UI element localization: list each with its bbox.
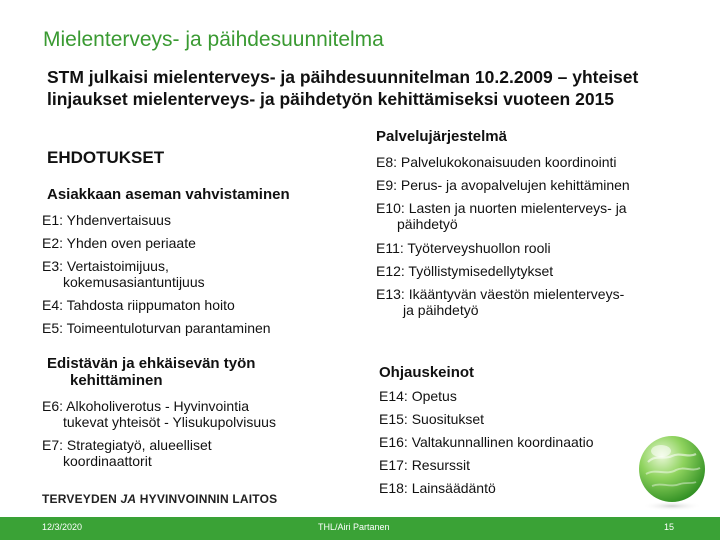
list-item	[379, 388, 457, 404]
list-item	[379, 480, 496, 496]
heading-line: Edistävän ja ehkäisevän työn	[47, 355, 256, 372]
list-item	[42, 235, 196, 251]
item-text: E16: Valtakunnallinen koordinaatio	[379, 434, 594, 450]
item-text: E15: Suositukset	[379, 411, 485, 427]
item-text: E18: Lainsäädäntö	[379, 480, 496, 496]
slide-intro: STM julkaisi mielenterveys- ja päihdesuunnitelman 10.2.2009 – yhteiset linjaukset mielenterveys- ja päihdetyön kehittämiseksi vuoteen 2015	[47, 67, 639, 109]
list-item	[379, 434, 594, 450]
item-text: E8: Palvelukokonaisuuden koordinointi	[376, 154, 617, 170]
logo-text: HYVINVOINNIN LAITOS	[136, 492, 278, 506]
item-text: E13: Ikääntyvän väestön mielenterveys-	[376, 286, 625, 302]
list-item	[42, 437, 212, 469]
logo-text: TERVEYDEN	[42, 492, 121, 506]
list-item	[376, 177, 630, 193]
list-item	[376, 240, 551, 256]
heading-line: kehittäminen	[70, 372, 163, 389]
list-item	[376, 263, 553, 279]
proposals-heading: EHDOTUKSET	[47, 148, 165, 167]
section-heading-prevention	[47, 355, 255, 389]
item-text: E11: Työterveyshuollon rooli	[376, 240, 551, 256]
item-text-continued: tukevat yhteisöt - Ylisukupolvisuus	[63, 414, 276, 430]
item-text: E6: Alkoholiverotus - Hyvinvointia	[42, 398, 249, 414]
item-text-continued: päihdetyö	[397, 216, 458, 232]
slide-title: Mielenterveys- ja päihdesuunnitelma	[43, 28, 384, 51]
list-item	[42, 212, 171, 228]
item-text: E1: Yhdenvertaisuus	[42, 212, 171, 228]
item-text: E2: Yhden oven periaate	[42, 235, 196, 251]
section-heading-client-position: Asiakkaan aseman vahvistaminen	[47, 186, 290, 203]
item-text: E17: Resurssit	[379, 457, 471, 473]
item-text-continued: ja päihdetyö	[403, 302, 479, 318]
list-item	[42, 297, 235, 313]
item-text: E4: Tahdosta riippumaton hoito	[42, 297, 235, 313]
footer-author: THL/Airi Partanen	[318, 522, 390, 532]
section-heading-service-system: Palvelujärjestelmä	[376, 128, 507, 145]
footer-bar	[0, 517, 720, 540]
thl-logo	[42, 492, 277, 506]
list-item	[376, 200, 627, 232]
list-item	[42, 320, 271, 336]
section-heading-steering: Ohjauskeinot	[379, 364, 475, 381]
green-globe-icon	[634, 432, 710, 512]
list-item	[376, 154, 617, 170]
list-item	[379, 457, 470, 473]
logo-text: JA	[120, 492, 137, 506]
item-text-continued: koordinaattorit	[63, 453, 152, 469]
list-item	[376, 286, 624, 318]
item-text: E5: Toimeentuloturvan parantaminen	[42, 320, 271, 336]
item-text: E12: Työllistymisedellytykset	[376, 263, 554, 279]
item-text: E3: Vertaistoimijuus,	[42, 258, 169, 274]
item-text: E14: Opetus	[379, 388, 457, 404]
item-text: E9: Perus- ja avopalvelujen kehittäminen	[376, 177, 630, 193]
footer-date: 12/3/2020	[42, 522, 83, 532]
item-text: E7: Strategiatyö, alueelliset	[42, 437, 212, 453]
item-text: E10: Lasten ja nuorten mielenterveys- ja	[376, 200, 627, 216]
list-item	[42, 398, 276, 430]
list-item	[379, 411, 484, 427]
list-item	[42, 258, 205, 290]
page-number: 15	[664, 522, 675, 532]
item-text-continued: kokemusasiantuntijuus	[63, 274, 205, 290]
